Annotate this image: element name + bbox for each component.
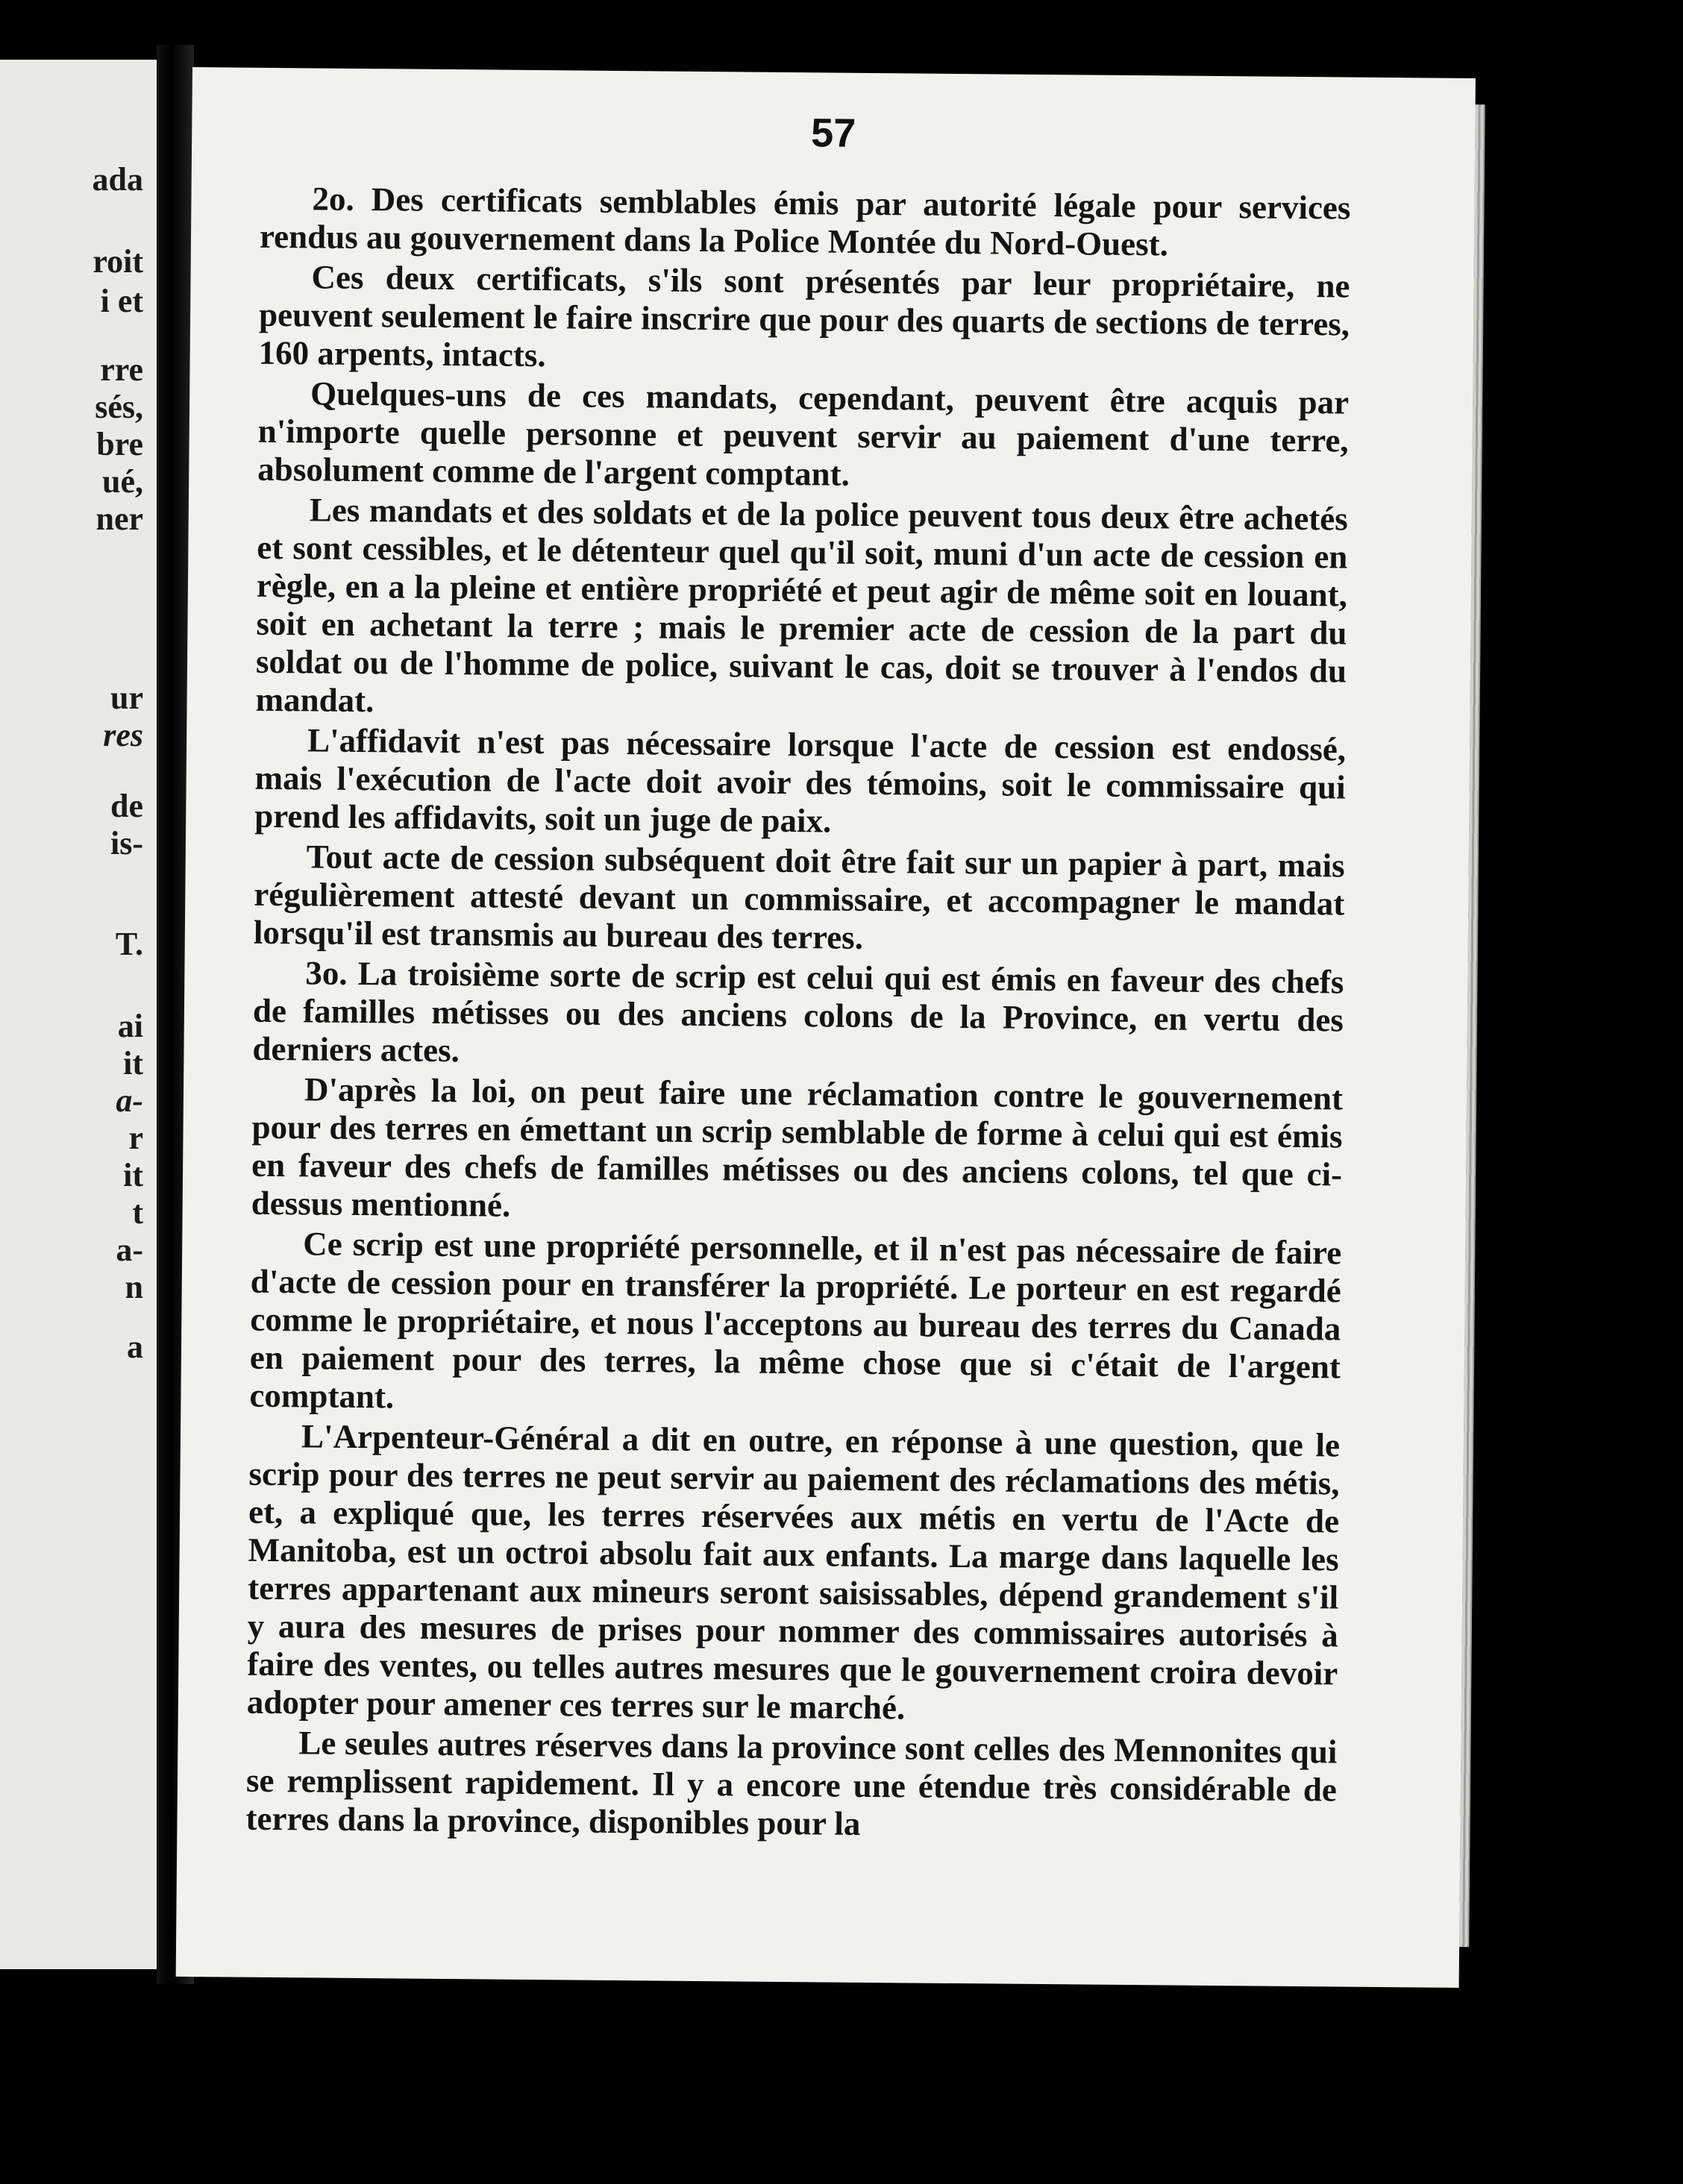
left-fragment: ur bbox=[110, 680, 143, 716]
paragraph: Les mandats et des soldats et de la police peuvent tous deux être achetés et sont cessibles, et le détenteur quel qu'il soit, muni d'un acte de cession en règle, en a la pleine et entière propriété et peut agir de même soit en louant, soit en achetant la terre ; mais le premier acte de cession de la part du soldat ou de l'homme de police, suivant le cas, doit se trouver à l'endos du mandat. bbox=[255, 491, 1348, 720]
right-page bbox=[176, 67, 1476, 1988]
left-fragment: bre bbox=[96, 426, 143, 462]
left-fragment: a- bbox=[116, 1231, 143, 1268]
left-fragment: is- bbox=[110, 825, 143, 862]
left-fragment: a bbox=[127, 1328, 143, 1365]
left-fragment: roit bbox=[93, 243, 143, 280]
left-fragment: n bbox=[125, 1269, 143, 1305]
page-text bbox=[245, 180, 1350, 1850]
paragraph: 3o. La troisième sorte de scrip est celui qui est émis en faveur des chefs de familles métisses ou des anciens colons de la Province, en vertu des derniers actes. bbox=[252, 954, 1344, 1070]
paragraph: Quelques-uns de ces mandats, cependant, peuvent être acquis par n'importe quelle personne et peuvent servir au paiement d'une terre, absolument comme de l'argent comptant. bbox=[257, 374, 1350, 493]
left-fragment: t bbox=[132, 1194, 143, 1231]
left-fragment: rre bbox=[100, 351, 143, 388]
left-fragment: res bbox=[103, 717, 143, 753]
left-fragment: T. bbox=[115, 926, 143, 962]
left-page-fragment bbox=[0, 60, 157, 1969]
left-fragment: a- bbox=[116, 1082, 143, 1119]
left-fragment: de bbox=[110, 788, 143, 824]
left-fragment: i et bbox=[100, 283, 143, 319]
paragraph: L'Arpenteur-Général a dit en outre, en réponse à une question, que le scrip pour des terres ne peut servir au paiement des réclamations des métis, et, a expliqué que, les terres réservées aux métis en vertu de l'Acte de Manitoba, est un octroi absolu fait aux enfants. La marge dans laquelle les terres appartenant aux mineurs seront saisissables, dépend grandement s'il y aura des mesures de prises pour nommer des commissaires autorisés à faire des ventes, ou telles autres mesures que le gouvernement croira devoir adopter pour amener ces terres sur le marché. bbox=[246, 1417, 1341, 1727]
page-number: 57 bbox=[810, 110, 856, 156]
paragraph: Ces deux certificats, s'ils sont présentés par leur propriétaire, ne peuvent seulement le faire inscrire que pour des quarts de sections de terres, 160 arpents, intacts. bbox=[258, 258, 1350, 374]
left-fragment: it bbox=[123, 1045, 143, 1082]
left-fragment: ner bbox=[95, 501, 143, 537]
paragraph: Ce scrip est une propriété personnelle, et il n'est pas nécessaire de faire d'acte de cession pour en transférer la propriété. Le porteur en est regardé comme le propriétaire, et nous l'acceptons au bureau des terres du Canada en paiement pour des terres, la même chose que si c'était de l'argent comptant. bbox=[249, 1225, 1342, 1416]
paragraph: L'affidavit n'est pas nécessaire lorsque l'acte de cession est endossé, mais l'exécution de l'acte doit avoir des témoins, soit le commissaire qui prend les affidavits, soit un juge de paix. bbox=[254, 721, 1347, 840]
left-fragment: ai bbox=[117, 1008, 143, 1044]
left-fragment: r bbox=[128, 1120, 143, 1156]
left-fragment: sés, bbox=[95, 389, 143, 425]
paragraph: Le seules autres réserves dans la province sont celles des Mennonites qui se remplissent rapidement. Il y a encore une étendue très considérable de terres dans la province, disponibles pour la bbox=[245, 1724, 1338, 1842]
left-fragment: ué, bbox=[102, 463, 143, 500]
left-fragment: it bbox=[123, 1157, 143, 1193]
paragraph: 2o. Des certificats semblables émis par autorité légale pour services rendus au gouvernement dans la Police Montée du Nord-Ouest. bbox=[259, 180, 1351, 263]
paragraph: Tout acte de cession subséquent doit être fait sur un papier à part, mais régulièrement attesté devant un commissaire, et accompagner le mandat lorsqu'il est transmis au bureau des terres. bbox=[253, 838, 1345, 956]
paragraph: D'après la loi, on peut faire une réclamation contre le gouvernement pour des terres en émettant un scrip semblable de forme à celui qui est émis en faveur des chefs de familles métisses ou des anciens colons, tel que ci-dessus mentionné. bbox=[251, 1070, 1344, 1224]
left-fragment: ada bbox=[92, 161, 143, 198]
